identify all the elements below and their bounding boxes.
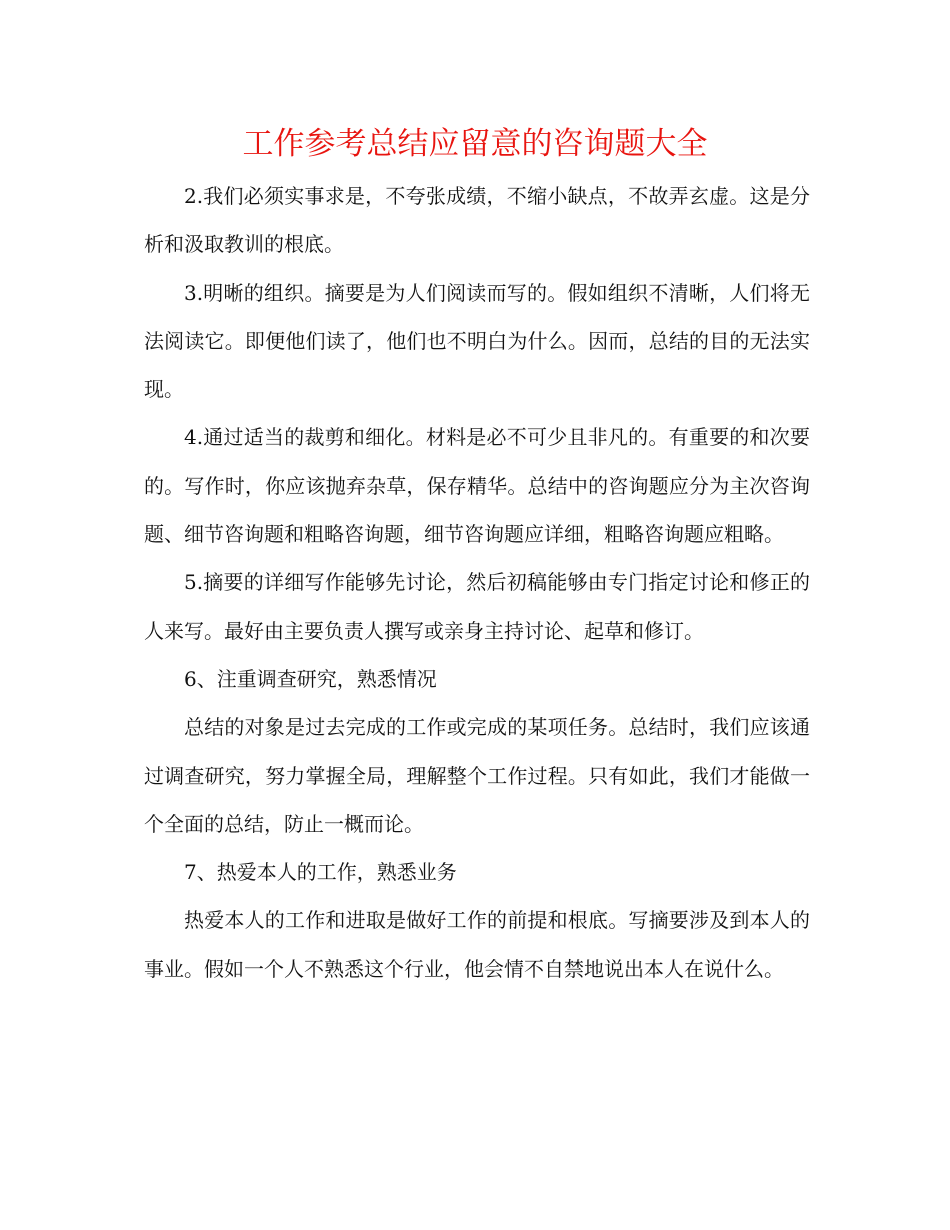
paragraph-section-6: 总结的对象是过去完成的工作或完成的某项任务。总结时，我们应该通过调查研究，努力掌握全局，理解整个工作过程。只有如此，我们才能做一个全面的总结，防止一概而论。 — [144, 715, 810, 836]
document-body — [144, 172, 810, 993]
document-title: 工作参考总结应留意的咨询题大全 — [242, 126, 708, 162]
paragraph-point-2: 2.我们必须实事求是，不夸张成绩，不缩小缺点，不故弄玄虚。这是分析和汲取教训的根底。 — [144, 184, 810, 257]
paragraph-point-3: 3.明晰的组织。摘要是为人们阅读而写的。假如组织不清晰，人们将无法阅读它。即便他们读了，他们也不明白为什么。因而，总结的目的无法实现。 — [144, 280, 810, 402]
paragraph-point-4: 4.通过适当的裁剪和细化。材料是必不可少且非凡的。有重要的和次要的。写作时，你应该抛弃杂草，保存精华。总结中的咨询题应分为主次咨询题、细节咨询题和粗略咨询题，细节咨询题应详细，粗略咨询题应粗略。 — [144, 425, 810, 547]
paragraph-section-7: 热爱本人的工作和进取是做好工作的前提和根底。写摘要涉及到本人的事业。假如一个人不熟悉这个行业，他会情不自禁地说出本人在说什么。 — [144, 908, 810, 981]
section-heading-6: 6、注重调查研究，熟悉情况 — [184, 666, 437, 691]
paragraph-point-5: 5.摘要的详细写作能够先讨论，然后初稿能够由专门指定讨论和修正的人来写。最好由主要负责人撰写或亲身主持讨论、起草和修订。 — [144, 570, 810, 643]
section-heading-7: 7、热爱本人的工作，熟悉业务 — [184, 860, 457, 885]
